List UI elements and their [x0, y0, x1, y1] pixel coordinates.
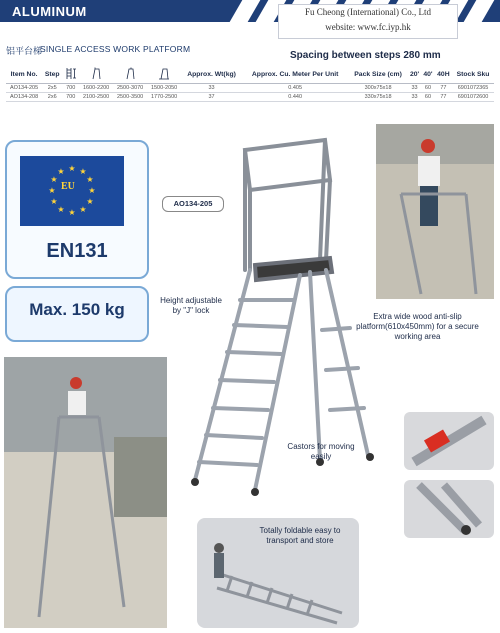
standard-label: EN131 [46, 240, 108, 262]
table-header-row [6, 66, 494, 84]
col-header: Step [42, 66, 62, 84]
company-label [278, 4, 458, 39]
col-header: 40' [421, 66, 434, 84]
col-header: 20' [408, 66, 421, 84]
worker-photo-illustration [376, 124, 494, 299]
company-name: Fu Cheong (International) Co., Ltd [305, 7, 431, 17]
photo-castor-closeup [404, 480, 494, 538]
table-cell: 33 [408, 93, 421, 102]
col-header-icon [79, 66, 113, 84]
max-load-label: Max. 150 kg [29, 300, 125, 319]
platform-height-icon [65, 67, 77, 80]
table-cell: 6901072600 [452, 93, 494, 102]
svg-text:★: ★ [50, 197, 58, 206]
table-cell: 60 [421, 93, 434, 102]
svg-text:★: ★ [68, 208, 76, 217]
col-header: Approx. Wt(kg) [181, 66, 242, 84]
table-cell: 37 [181, 93, 242, 102]
col-header: 40H [435, 66, 452, 84]
table-cell: 0.440 [242, 93, 348, 102]
col-header: Approx. Cu. Meter Per Unit [242, 66, 348, 84]
page-title: ALUMINUM [12, 4, 87, 19]
svg-text:★: ★ [57, 205, 65, 214]
svg-text:★: ★ [79, 167, 87, 176]
j-lock-icon [404, 412, 494, 470]
callout-platform: Extra wide wood anti-slip platform(610x450mm) for a secure working area [356, 312, 479, 341]
height-range-icon [90, 67, 102, 80]
header-stripe [230, 0, 261, 22]
header-stripe [464, 0, 495, 22]
base-width-icon [158, 67, 170, 80]
model-tag: AO134-205 [162, 196, 224, 212]
company-website: website: www.fc.iyp.hk [325, 22, 411, 32]
table-cell: 6901072365 [452, 84, 494, 93]
photo-ladder-in-corridor [4, 357, 167, 628]
foot-cap [251, 488, 259, 496]
col-header: Pack Size (cm) [348, 66, 408, 84]
subtitle-english: SINGLE ACCESS WORK PLATFORM [40, 44, 191, 54]
max-height-icon [124, 67, 136, 80]
callout-height-adjustable: Height adjustable by "J" lock [160, 296, 222, 315]
eu-label: EU [61, 181, 75, 192]
svg-text:★: ★ [50, 175, 58, 184]
svg-text:★: ★ [68, 164, 76, 173]
table-cell: 2x6 [42, 93, 62, 102]
subtitle-chinese: 铝平台梯 [6, 46, 43, 56]
table-cell: 1770-2500 [147, 93, 181, 102]
table-cell: 2x5 [42, 84, 62, 93]
col-header-icon [62, 66, 79, 84]
table-cell: 60 [421, 84, 434, 93]
svg-text:★: ★ [57, 167, 65, 176]
photo-worker-on-platform [376, 124, 494, 299]
table-cell: 77 [435, 93, 452, 102]
svg-text:★: ★ [79, 205, 87, 214]
spacing-note: Spacing between steps 280 mm [290, 50, 441, 61]
col-header: Stock Sku [452, 66, 494, 84]
table-cell: 700 [62, 93, 79, 102]
castor-icon [404, 480, 494, 538]
table-cell: 700 [62, 84, 79, 93]
callout-foldable: Totally foldable easy to transport and store [259, 526, 341, 545]
table-cell: AO134-205 [6, 84, 42, 93]
col-header-icon [147, 66, 181, 84]
table-cell: 33 [181, 84, 242, 93]
table-row [6, 84, 494, 93]
corridor-photo-illustration [4, 357, 167, 628]
castor-wheel [366, 453, 374, 461]
spec-table [6, 66, 494, 102]
foot-cap [191, 478, 199, 486]
svg-text:★: ★ [86, 197, 94, 206]
table-cell: 2100-2500 [79, 93, 113, 102]
table-cell: 33 [408, 84, 421, 93]
table-row [6, 93, 494, 102]
table-cell: AO134-208 [6, 93, 42, 102]
table-cell: 330x75x18 [348, 93, 408, 102]
col-header: Item No. [6, 66, 42, 84]
callout-castors: Castors for moving easily [287, 442, 355, 461]
svg-text:★: ★ [48, 186, 56, 195]
table-cell: 2500-3070 [113, 84, 147, 93]
svg-text:★: ★ [88, 186, 96, 195]
table-cell: 77 [435, 84, 452, 93]
col-header-icon [113, 66, 147, 84]
svg-text:★: ★ [86, 175, 94, 184]
table-cell: 1500-2050 [147, 84, 181, 93]
table-cell: 300x75x18 [348, 84, 408, 93]
table-cell: 2500-3500 [113, 93, 147, 102]
table-cell: 1600-2200 [79, 84, 113, 93]
table-cell: 0.405 [242, 84, 348, 93]
photo-j-lock-closeup [404, 412, 494, 470]
